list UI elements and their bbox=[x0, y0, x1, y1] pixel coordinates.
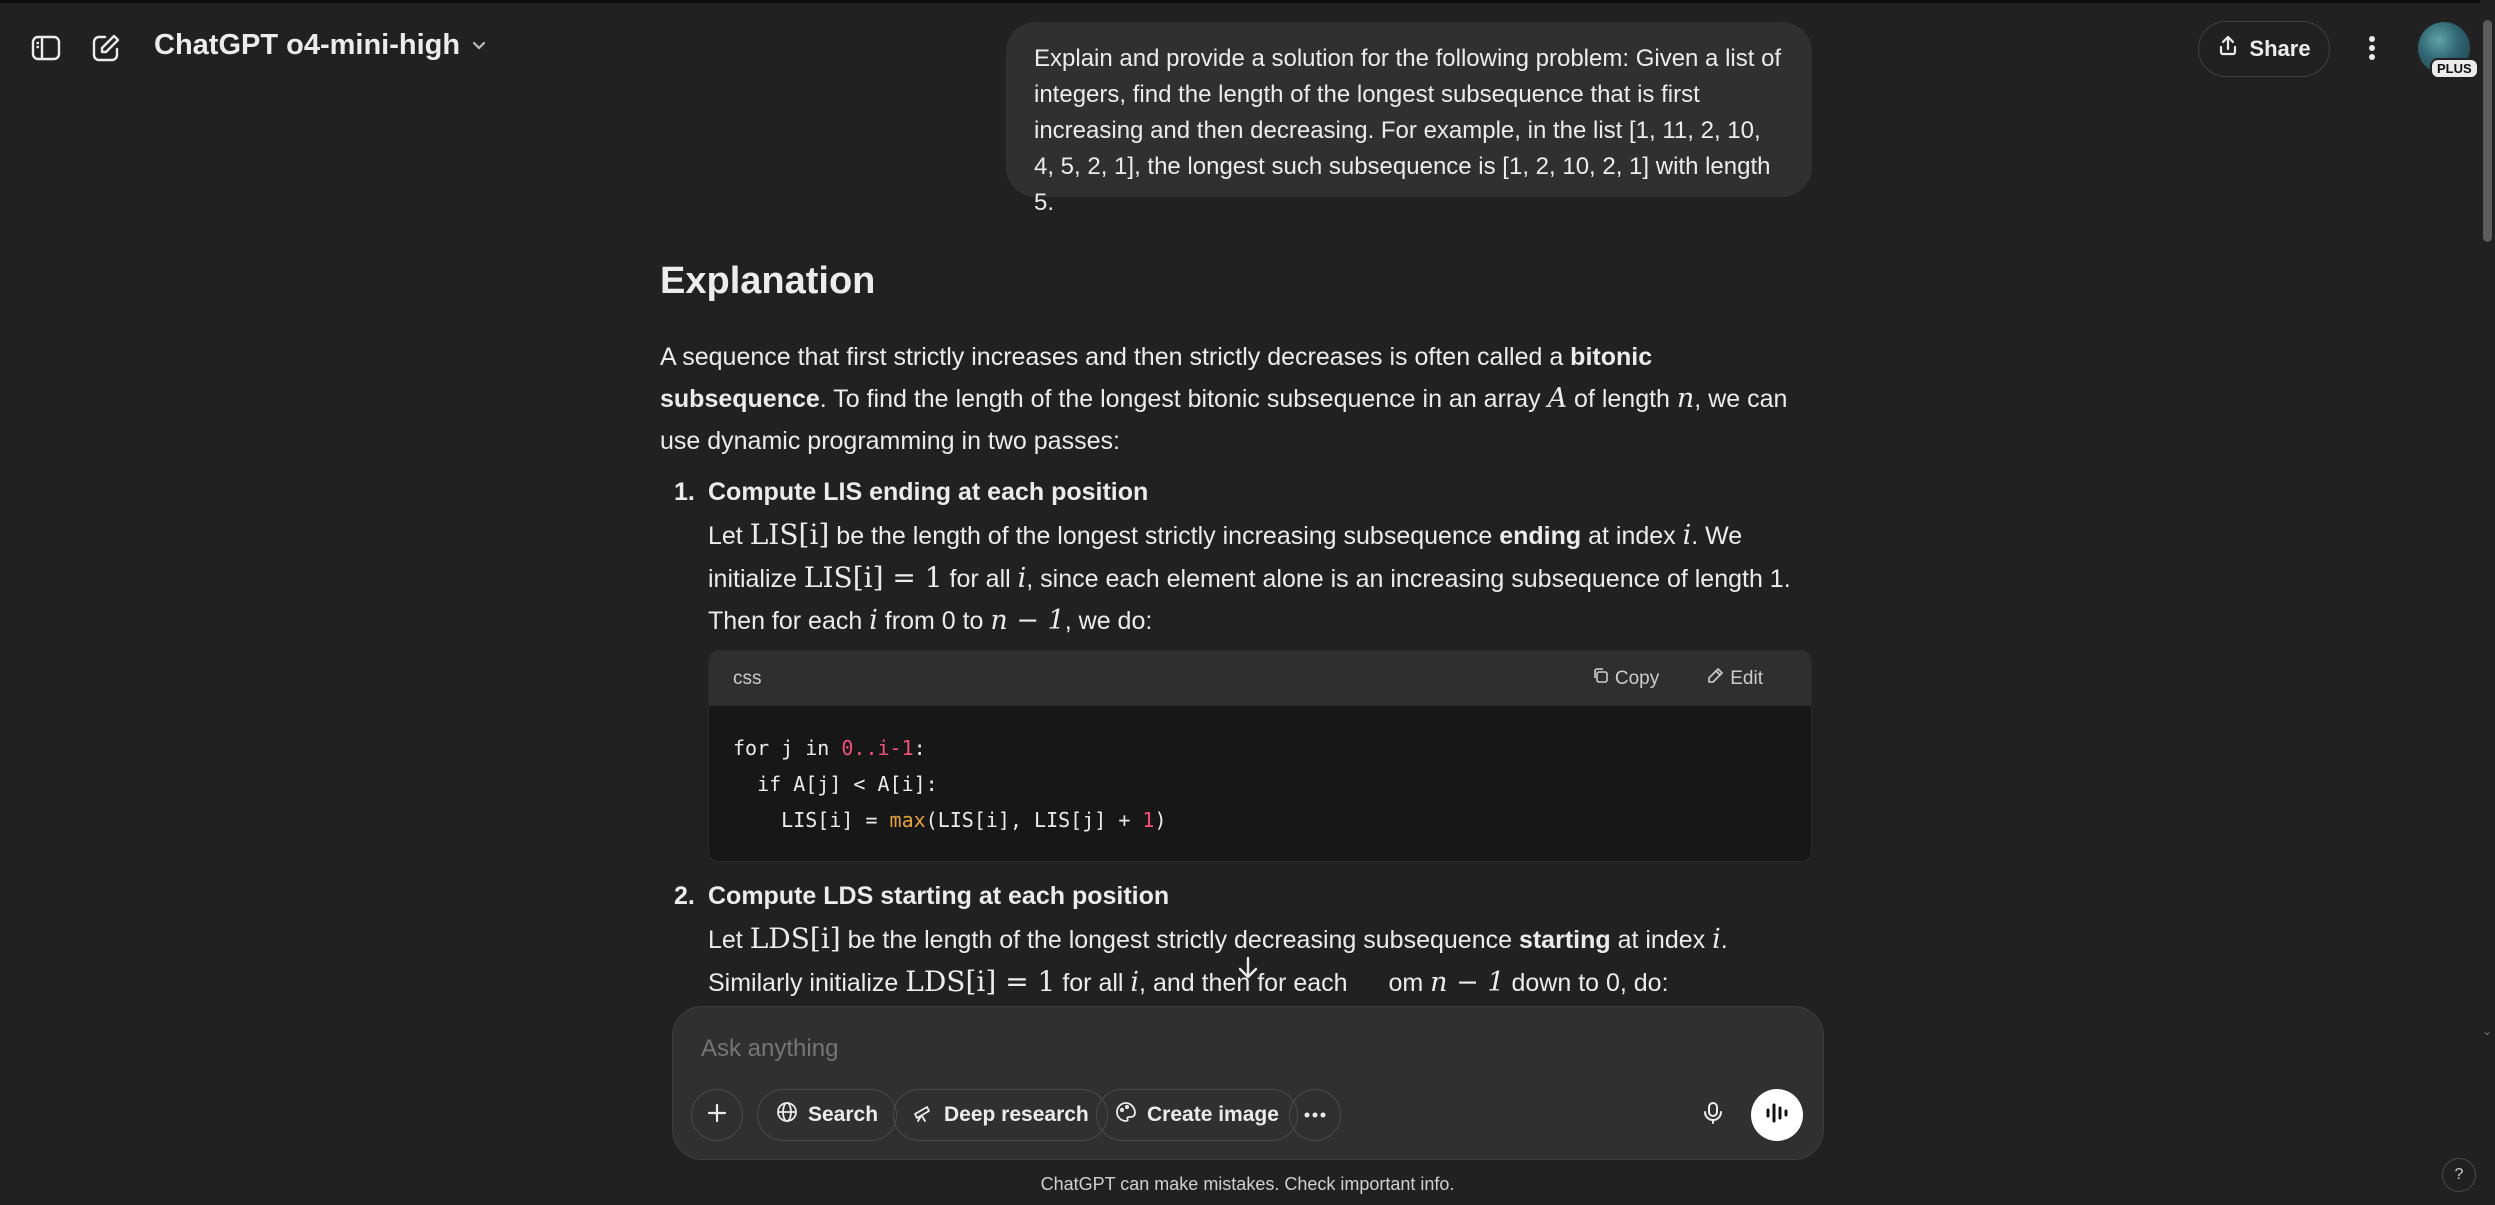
ellipsis-icon bbox=[1303, 1106, 1327, 1124]
globe-icon bbox=[776, 1101, 798, 1129]
arrow-down-icon bbox=[1236, 955, 1260, 986]
prompt-input[interactable] bbox=[701, 1035, 1701, 1063]
share-button[interactable] bbox=[2198, 21, 2330, 77]
search-tool-label: Search bbox=[808, 1103, 879, 1126]
deep-research-label: Deep research bbox=[944, 1103, 1089, 1126]
answer-heading: Explanation bbox=[660, 260, 876, 302]
search-tool-button[interactable] bbox=[757, 1089, 897, 1141]
code-language: css bbox=[733, 667, 762, 689]
plus-icon bbox=[706, 1102, 728, 1129]
new-chat-icon[interactable] bbox=[81, 23, 131, 73]
palette-icon bbox=[1115, 1101, 1137, 1129]
plan-badge: PLUS bbox=[2430, 58, 2479, 79]
more-options-icon[interactable] bbox=[2347, 23, 2397, 73]
dictate-button[interactable] bbox=[1687, 1089, 1739, 1141]
voice-mode-button[interactable] bbox=[1751, 1089, 1803, 1141]
help-button[interactable]: ? bbox=[2442, 1158, 2476, 1192]
copy-label: Copy bbox=[1614, 667, 1660, 689]
edit-label: Edit bbox=[1730, 667, 1763, 689]
chevron-down-icon bbox=[470, 29, 488, 62]
code-header bbox=[709, 651, 1811, 706]
copy-icon bbox=[1592, 667, 1609, 690]
scroll-down-arrow-icon[interactable]: ⌄ bbox=[2482, 1024, 2493, 1038]
create-image-button[interactable] bbox=[1096, 1089, 1298, 1141]
code-content bbox=[709, 706, 1811, 862]
step-2-title: Compute LDS starting at each position bbox=[708, 882, 1170, 910]
avatar[interactable] bbox=[2418, 22, 2470, 74]
code-line: for j in 0..i-1: bbox=[733, 736, 926, 760]
user-message-bubble: Explain and provide a solution for the following problem: Given a list of integers, find the length of the longest subsequence that is first increasing and then decreasing. For example, in the list [1, 11, 2, 10, 4, 5, 2, 1], the longest such subsequence is [1, 2, 10, 2, 1] with length 5. bbox=[1006, 22, 1812, 197]
share-icon bbox=[2217, 35, 2239, 63]
code-line: LIS[i] = max(LIS[i], LIS[j] + 1) bbox=[733, 808, 1167, 832]
step-1-body: Let LIS[i] be the length of the longest strictly increasing subsequence ending at index i. We initialize LIS[i] = 1 for all i, since each element alone is an increasing subsequence of length 1. Then for each i from 0 to n − 1, we do: bbox=[708, 518, 1791, 636]
telescope-icon bbox=[912, 1101, 934, 1129]
intro-paragraph: A sequence that first strictly increases and then strictly decreases is often called a bitonic subsequence. To find the length of the longest bitonic subsequence in an array A of length n, we can use dynamic programming in two passes: bbox=[660, 343, 1788, 455]
step-2-body: Let LDS[i] be the length of the longest strictly decreasing subsequence starting at index i. Similarly initialize LDS[i] = 1 for all i, and then for each om n − 1 down to 0, do: bbox=[708, 922, 1728, 998]
step-2-number: 2. bbox=[674, 882, 695, 910]
voice-waveform-icon bbox=[1764, 1101, 1790, 1130]
pencil-icon bbox=[1707, 667, 1724, 690]
model-name: ChatGPT o4-mini-high bbox=[154, 29, 461, 61]
more-tools-button[interactable] bbox=[1289, 1089, 1341, 1141]
attach-button[interactable] bbox=[691, 1089, 743, 1141]
sidebar-toggle-icon[interactable] bbox=[21, 23, 71, 73]
scrollbar-thumb[interactable] bbox=[2483, 20, 2492, 242]
disclaimer-text: ChatGPT can make mistakes. Check important info. bbox=[1040, 1174, 1455, 1194]
composer bbox=[672, 1006, 1824, 1160]
copy-code-button[interactable] bbox=[1592, 667, 1659, 690]
model-selector[interactable] bbox=[154, 29, 488, 62]
deep-research-button[interactable] bbox=[893, 1089, 1108, 1141]
code-block bbox=[708, 650, 1812, 862]
edit-code-button[interactable] bbox=[1707, 667, 1763, 690]
step-1-title: Compute LIS ending at each position bbox=[708, 478, 1149, 506]
create-image-label: Create image bbox=[1147, 1103, 1279, 1126]
step-1-number: 1. bbox=[674, 478, 695, 506]
microphone-icon bbox=[1703, 1101, 1723, 1130]
code-line: if A[j] < A[i]: bbox=[733, 772, 938, 796]
scroll-to-bottom-button[interactable] bbox=[1228, 950, 1268, 990]
share-label: Share bbox=[2249, 36, 2311, 61]
